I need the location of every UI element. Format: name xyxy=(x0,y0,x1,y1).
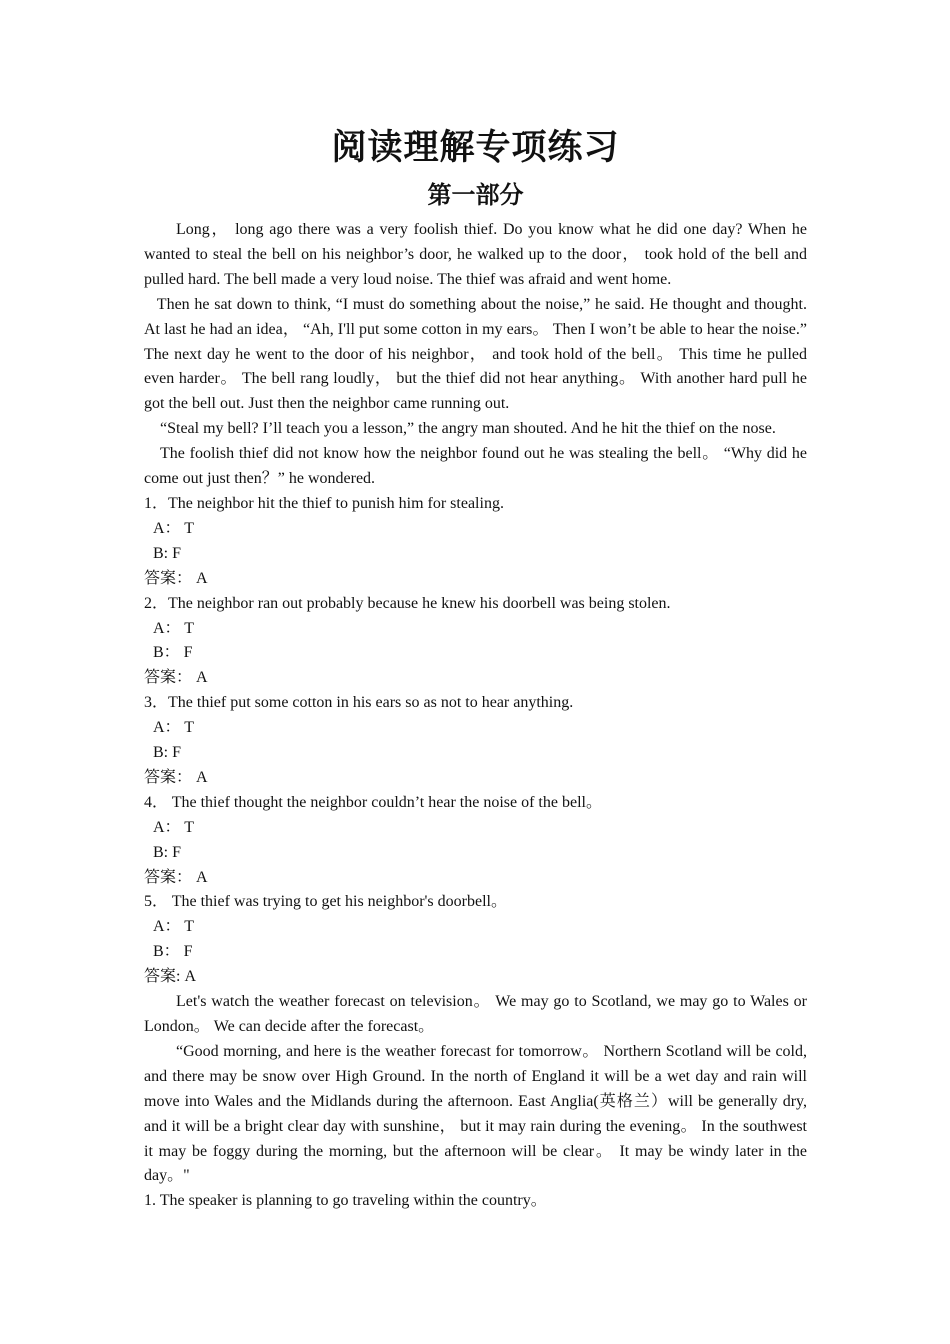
passage-paragraph: Long， long ago there was a very foolish thief. Do you know what he did one day? When he wanted to steal the bell on his neighbor’s door, he walked up to the door， took hold of the bell and pulled hard. The bell made a very loud noise. The thief was afraid and went home. xyxy=(144,221,807,288)
document-body xyxy=(144,218,807,1214)
question-text: 2．The neighbor ran out probably because he knew his doorbell was being stolen. xyxy=(144,594,671,612)
question-text: 1．The neighbor hit the thief to punish him for stealing. xyxy=(144,494,504,512)
passage-paragraph: The foolish thief did not know how the neighbor found out he was stealing the bell。 “Why did he come out just then？” he wondered. xyxy=(144,445,807,488)
passage-paragraph: “Steal my bell? I’ll teach you a lesson,” the angry man shouted. And he hit the thief on the nose. xyxy=(160,420,776,438)
answer-line: 答案： A xyxy=(144,868,208,886)
question-text: 4． The thief thought the neighbor couldn’t hear the noise of the bell。 xyxy=(144,793,602,811)
option-a: A： T xyxy=(153,519,195,537)
option-b: B： F xyxy=(153,943,193,961)
option-b: B: F xyxy=(153,744,182,762)
question-item xyxy=(144,890,807,990)
option-b: B: F xyxy=(153,843,182,861)
question-item xyxy=(144,492,807,592)
answer-line: 答案： A xyxy=(144,768,208,786)
answer-line: 答案: A xyxy=(144,968,197,986)
option-a: A： T xyxy=(153,918,195,936)
option-a: A： T xyxy=(153,619,195,637)
question-item xyxy=(144,691,807,791)
passage-paragraph: “Good morning, and here is the weather forecast for tomorrow。 Northern Scotland will be cold, and there may be snow over High Ground. In the north of England it will be a wet day and rain will move into Wales and the Midlands during the afternoon. East Anglia(英格兰）will be generally dry, and it will be a bright clear day with sunshine， but it may rain during the evening。 In the southwest it may be foggy during the morning, but the afternoon will be clear。 It may be windy later in the day。" xyxy=(144,1042,808,1185)
option-b: B： F xyxy=(153,644,193,662)
question-list-2 xyxy=(144,1189,807,1214)
passage-1 xyxy=(144,218,807,492)
option-a: A： T xyxy=(153,719,195,737)
question-text: 1. The speaker is planning to go traveling within the country。 xyxy=(144,1192,547,1210)
question-item xyxy=(144,791,807,891)
page-title: 阅读理解专项练习 xyxy=(331,128,620,167)
question-item xyxy=(144,592,807,692)
answer-line: 答案： A xyxy=(144,669,208,687)
question-text: 3．The thief put some cotton in his ears so as not to hear anything. xyxy=(144,694,574,712)
passage-paragraph: Let's watch the weather forecast on television。 We may go to Scotland, we may go to Wales or London。 We can decide after the forecast。 xyxy=(144,993,807,1035)
passage-2 xyxy=(144,990,807,1189)
option-b: B: F xyxy=(153,544,182,562)
document-page xyxy=(144,122,807,1214)
question-text: 5． The thief was trying to get his neighbor's doorbell。 xyxy=(144,893,507,911)
passage-paragraph: Then he sat down to think, “I must do something about the noise,” he said. He thought and thought. At last he had an idea， “Ah, I'll put some cotton in my ears。 Then I won’t be able to hear the noise.” The next day he went to the door of his neighbor， and took hold of the bell。 This time he pulled even harder。 The bell rang loudly， but the thief did not hear anything。 With another hard pull he got the bell out. Just then the neighbor came running out. xyxy=(144,295,807,413)
section-subtitle: 第一部分 xyxy=(427,183,524,209)
answer-line: 答案： A xyxy=(144,569,208,587)
question-list-1 xyxy=(144,492,807,990)
option-a: A： T xyxy=(153,818,195,836)
